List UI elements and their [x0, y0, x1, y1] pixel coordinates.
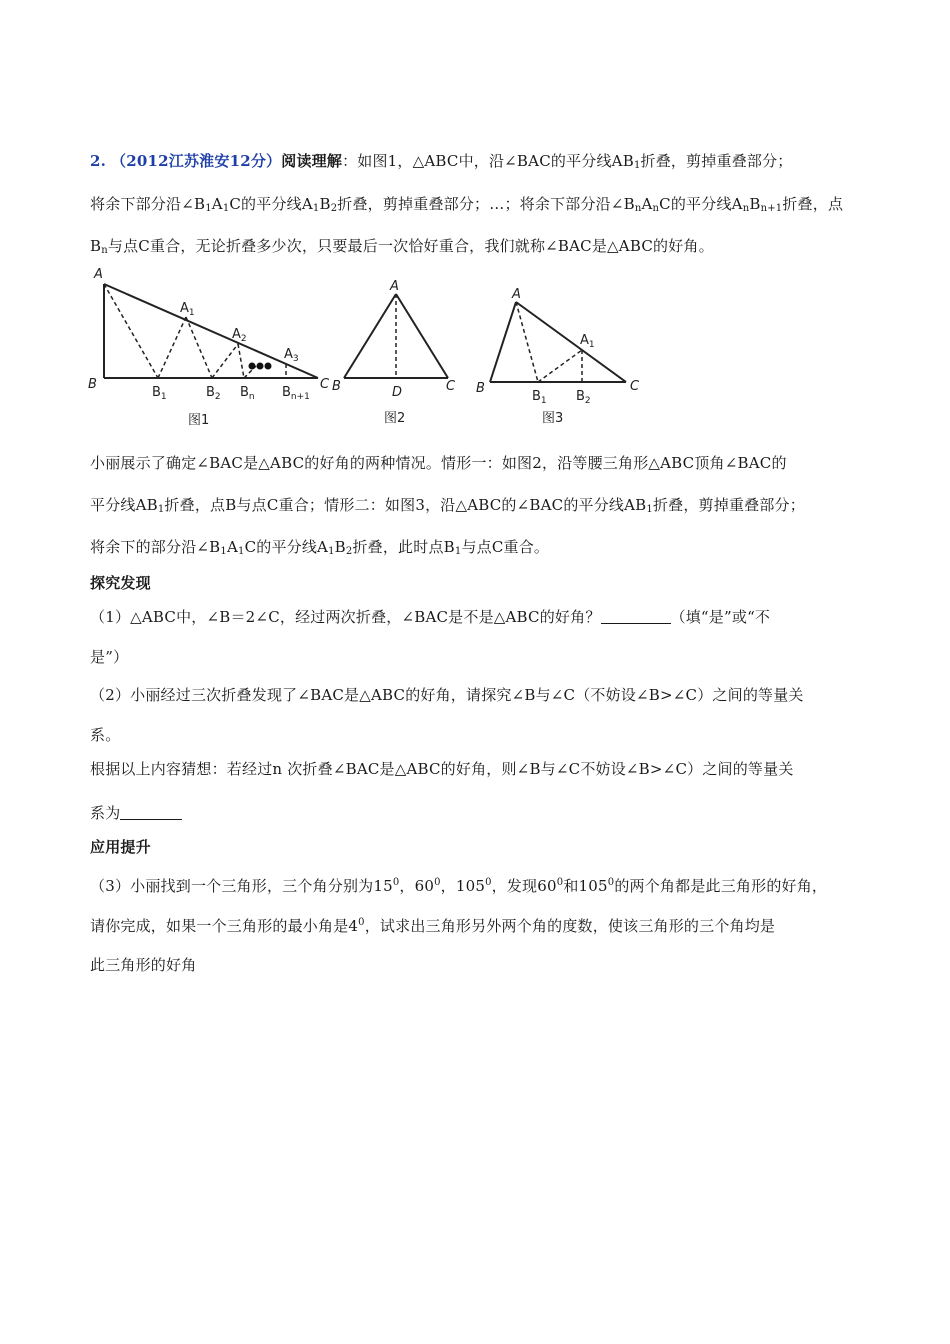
fig2-side-ab — [344, 294, 396, 378]
fig3-label-b2: $B_2$ — [576, 389, 591, 406]
fig2-label-b: B — [332, 379, 341, 394]
fig1-label-b2: $B_2$ — [206, 385, 221, 402]
question-2-line-1: （2）小丽经过三次折叠发现了∠BAC是△ABC的好角，请探究∠B与∠C（不妨设∠B>∠C）之间的等量关 — [90, 686, 804, 704]
fig3-label-a1: $A_1$ — [580, 333, 595, 350]
fig3-caption: 图3 — [542, 411, 564, 426]
fig1-label-a: A — [94, 267, 103, 282]
intro-line-3: $B_n$与点C重合，无论折叠多少次，只要最后一次恰好重合，我们就称∠BAC是△ABC的好角。 — [90, 237, 714, 256]
fig2-caption: 图2 — [384, 411, 406, 426]
section-title-explore: 探究发现 — [90, 574, 151, 592]
fig1-side-ac — [104, 284, 318, 378]
fig3-label-b: B — [476, 381, 485, 396]
intro-line-2: 将余下部分沿$\angle B_1A_1C$的平分线$A_1B_2$折叠，剪掉重叠部分；…；将余下部分沿$\angle B_nA_nC$的平分线$A_nB_{n+1}$折叠，点 — [90, 195, 844, 214]
fig2-label-a: A — [390, 279, 399, 294]
fig1-dot-2 — [257, 363, 264, 370]
question-3-line-2: 请你完成，如果一个三角形的最小角是$4^0$，试求出三角形另外两个角的度数，使该三角形的三个角均是 — [90, 917, 776, 935]
question-1-line-1: （1）△ABC中，∠B＝2∠C，经过两次折叠，∠BAC是不是△ABC的好角？ （填“是”或“不 — [90, 608, 771, 626]
problem-number: 2. — [90, 152, 107, 170]
fig1-dot-3 — [265, 363, 272, 370]
fig3-label-b1: $B_1$ — [532, 389, 547, 406]
answer-blank-1[interactable] — [601, 609, 671, 624]
section-title-apply: 应用提升 — [90, 838, 151, 856]
question-2-line-3: 根据以上内容猜想：若经过n 次折叠∠BAC是△ABC的好角，则∠B与∠C不妨设∠B>∠C）之间的等量关 — [90, 760, 794, 778]
fig1-label-a3: $A_3$ — [284, 347, 299, 364]
fig2-side-ac — [396, 294, 448, 378]
explanation-line-2: 平分线$AB_1$折叠，点B与点C重合；情形二：如图3，沿△ABC的∠BAC的平分线$AB_1$折叠，剪掉重叠部分； — [90, 496, 805, 515]
fig3-side-ab — [490, 302, 516, 382]
problem-label: 阅读理解 — [281, 152, 343, 170]
question-2-line-2: 系。 — [90, 726, 121, 744]
intro-line-1: 2. （2012江苏淮安12分）阅读理解：如图1，△ABC中，沿∠BAC的平分线$AB_1$折叠，剪掉重叠部分； — [90, 152, 793, 171]
geometry-figures — [86, 262, 656, 432]
fig1-label-b1: $B_1$ — [152, 385, 167, 402]
explanation-line-1: 小丽展示了确定∠BAC是△ABC的好角的两种情况。情形一：如图2，沿等腰三角形△ABC顶角∠BAC的 — [90, 454, 787, 472]
figure-3 — [490, 302, 626, 382]
figure-1 — [104, 284, 318, 378]
problem-source: （2012江苏淮安12分） — [111, 152, 282, 170]
fig1-caption: 图1 — [188, 413, 210, 428]
fig3-side-ac — [516, 302, 626, 382]
fig3-label-a: A — [512, 287, 521, 302]
figure-2 — [344, 294, 448, 378]
explanation-line-3: 将余下的部分沿$\angle B_1A_1C$的平分线$A_1B_2$折叠，此时点$B_1$与点C重合。 — [90, 538, 550, 557]
fig1-label-c: C — [320, 377, 330, 392]
fig1-label-bn: $B_n$ — [240, 385, 255, 402]
figures-row — [86, 262, 656, 432]
answer-blank-2[interactable] — [120, 805, 182, 820]
fig1-label-b: B — [88, 377, 97, 392]
fig2-label-d: D — [392, 385, 403, 400]
fig1-label-a2: $A_2$ — [232, 327, 247, 344]
question-2-line-4: 系为 — [90, 802, 870, 824]
fig1-label-bn1: $B_{n+1}$ — [282, 385, 310, 402]
fig1-dot-1 — [249, 363, 256, 370]
question-3-line-1: （3）小丽找到一个三角形，三个角分别为$15^0$，$60^0$，$105^0$，发现$60^0$和$105^0$的两个角都是此三角形的好角， — [90, 877, 828, 895]
question-3-line-3: 此三角形的好角 — [90, 956, 197, 974]
fig2-label-c: C — [446, 379, 456, 394]
fig3-label-c: C — [630, 379, 640, 394]
question-1-line-2: 是”） — [90, 648, 129, 666]
fig1-label-a1: $A_1$ — [180, 301, 195, 318]
